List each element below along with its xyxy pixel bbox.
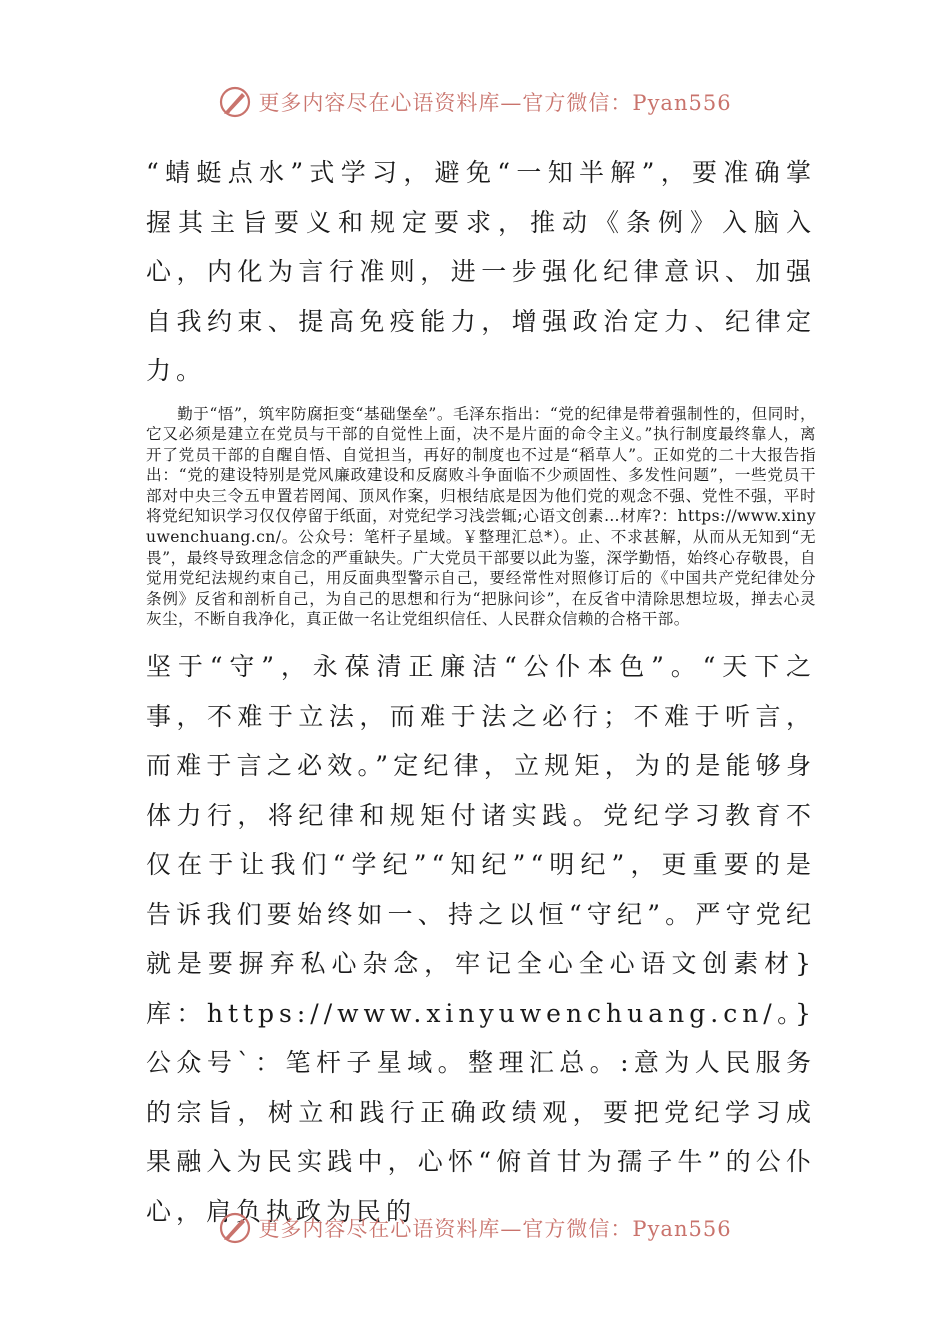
paragraph-2: 勤于“悟”，筑牢防腐拒变“基础堡垒”。毛泽东指出：“党的纪律是带着强制性的，但同时，它又必须是建立在党员与干部的自觉性上面，决不是片面的命令主义。”执行制度最终靠人，离开了党员干部的自醒自悟、自觉担当，再好的制度也不过是“稻草人”。正如党的二十大报告指出：“党的建设特别是党风廉政建设和反腐败斗争面临不少顽固性、多发性问题”，一些党员干部对中央三令五申置若罔闻、顶风作案，归根结底是因为他们党的观念不强、党性不强，平时将党纪知识学习仅仅停留于纸面，对党纪学习浅尝辄;心语文创素…材库?：https://www.xinyuwenchuang.cn/。公众号：笔杆子星域。￥整理汇总*）。止、不求甚解，从而从无知到“无畏”，最终导致理念信念的严重缺失。广大党员干部要以此为鉴，深学勤悟，始终心存敬畏，自觉用党纪法规约束自己，用反面典型警示自己，要经常性对照修订后的《中国共产党纪律处分条例》反省和剖析自己，为自己的思想和行为“把脉问诊”，在反省中清除思想垃圾，掸去心灵灰尘，不断自我净化，真正做一名让党组织信任、人民群众信赖的合格干部。 — [146, 404, 816, 629]
footer-watermark — [0, 1206, 950, 1250]
paragraph-1: “蜻蜓点水”式学习，避免“一知半解”，要准确掌握其主旨要义和规定要求，推动《条例》入脑入心，内化为言行准则，进一步强化纪律意识、加强自我约束、提高免疫能力，增强政治定力、纪律定力。 — [146, 158, 816, 385]
paragraph-3: 坚于“守”，永葆清正廉洁“公仆本色”。“天下之事，不难于立法，而难于法之必行；不难于听言，而难于言之必效。”定纪律，立规矩，为的是能够身体力行，将纪律和规矩付诸实践。党纪学习教育不仅在于让我们“学纪”“知纪”“明纪”，更重要的是告诉我们要始终如一、持之以恒“守纪”。严守党纪就是要摒弃私心杂念，牢记全心全心语文创素材}库：https://www.xinyuwenchuang.cn/。}公众号`：笔杆子星域。整理汇总。:意为人民服务的宗旨，树立和践行正确政绩观，要把党纪学习成果融入为民实践中，心怀“俯首甘为孺子牛”的公仆心，肩负执政为民的 — [146, 652, 816, 1226]
header-watermark — [0, 80, 950, 124]
logo-icon — [218, 85, 252, 119]
logo-icon — [218, 1211, 252, 1245]
document-body — [146, 148, 816, 1236]
watermark-text: 更多内容尽在心语资料库—官方微信：Pyan556 — [258, 91, 732, 115]
watermark-text: 更多内容尽在心语资料库—官方微信：Pyan556 — [258, 1217, 732, 1241]
